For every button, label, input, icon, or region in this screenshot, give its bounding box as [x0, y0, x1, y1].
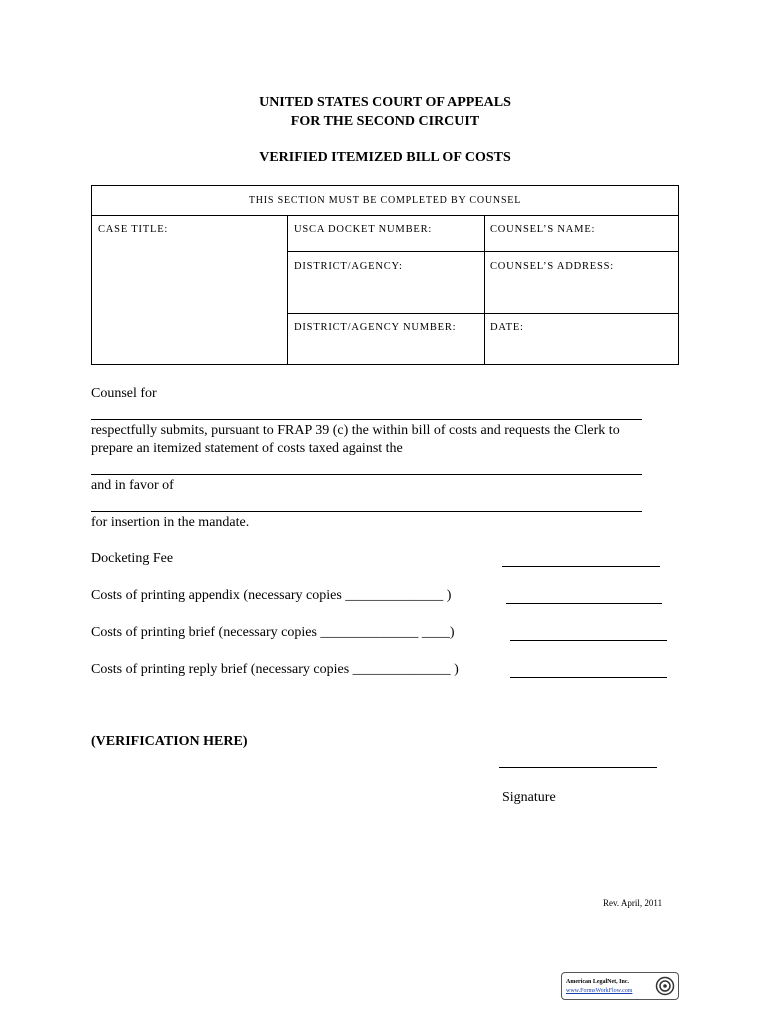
district-agency-number-label: DISTRICT/AGENCY NUMBER: — [294, 322, 457, 333]
verification-heading: (VERIFICATION HERE) — [91, 734, 248, 749]
docketing-fee-label: Docketing Fee — [91, 551, 174, 566]
publisher-name: American LegalNet, Inc. — [566, 979, 629, 985]
signature-line — [499, 767, 657, 768]
counsel-name-label: COUNSEL’S NAME: — [490, 224, 596, 235]
date-label: DATE: — [490, 322, 524, 333]
section-note: THIS SECTION MUST BE COMPLETED BY COUNSEL — [92, 186, 678, 216]
table-divider — [287, 251, 679, 252]
insertion-text: for insertion in the mandate. — [91, 515, 250, 530]
counsel-for-text: Counsel for — [91, 386, 157, 401]
court-name-line2: FOR THE SECOND CIRCUIT — [290, 114, 480, 129]
counsel-address-label: COUNSEL’S ADDRESS: — [490, 261, 614, 272]
table-divider — [287, 215, 288, 365]
taxed-against-blank — [91, 474, 642, 475]
brief-cost-label: Costs of printing brief (necessary copies ______________ ____) — [91, 625, 455, 640]
revision-date: Rev. April, 2011 — [603, 898, 663, 908]
in-favor-of-blank — [91, 511, 642, 512]
submits-text-line1: respectfully submits, pursuant to FRAP 39 (c) the within bill of costs and requests the Clerk to — [91, 423, 620, 438]
counsel-info-table — [91, 185, 679, 365]
reply-brief-cost-label: Costs of printing reply brief (necessary copies ______________ ) — [91, 662, 459, 677]
publisher-stamp — [561, 972, 679, 1000]
table-divider — [287, 313, 679, 314]
district-agency-label: DISTRICT/AGENCY: — [294, 261, 403, 272]
publisher-logo-icon — [655, 976, 675, 996]
in-favor-of-text: and in favor of — [91, 478, 174, 493]
reply-brief-cost-amount-blank — [510, 677, 667, 678]
counsel-for-blank — [91, 419, 642, 420]
signature-label: Signature — [502, 790, 556, 805]
court-name-line1: UNITED STATES COURT OF APPEALS — [259, 95, 511, 110]
case-title-label: CASE TITLE: — [98, 224, 169, 235]
appendix-cost-amount-blank — [506, 603, 662, 604]
brief-cost-amount-blank — [510, 640, 667, 641]
submits-text-line2: prepare an itemized statement of costs taxed against the — [91, 441, 403, 456]
appendix-cost-label: Costs of printing appendix (necessary copies ______________ ) — [91, 588, 452, 603]
publisher-url[interactable]: www.FormsWorkFlow.com — [566, 988, 633, 994]
form-title: VERIFIED ITEMIZED BILL OF COSTS — [259, 150, 511, 165]
table-divider — [484, 215, 485, 365]
docketing-fee-amount-blank — [502, 566, 660, 567]
docket-number-label: USCA DOCKET NUMBER: — [294, 224, 433, 235]
